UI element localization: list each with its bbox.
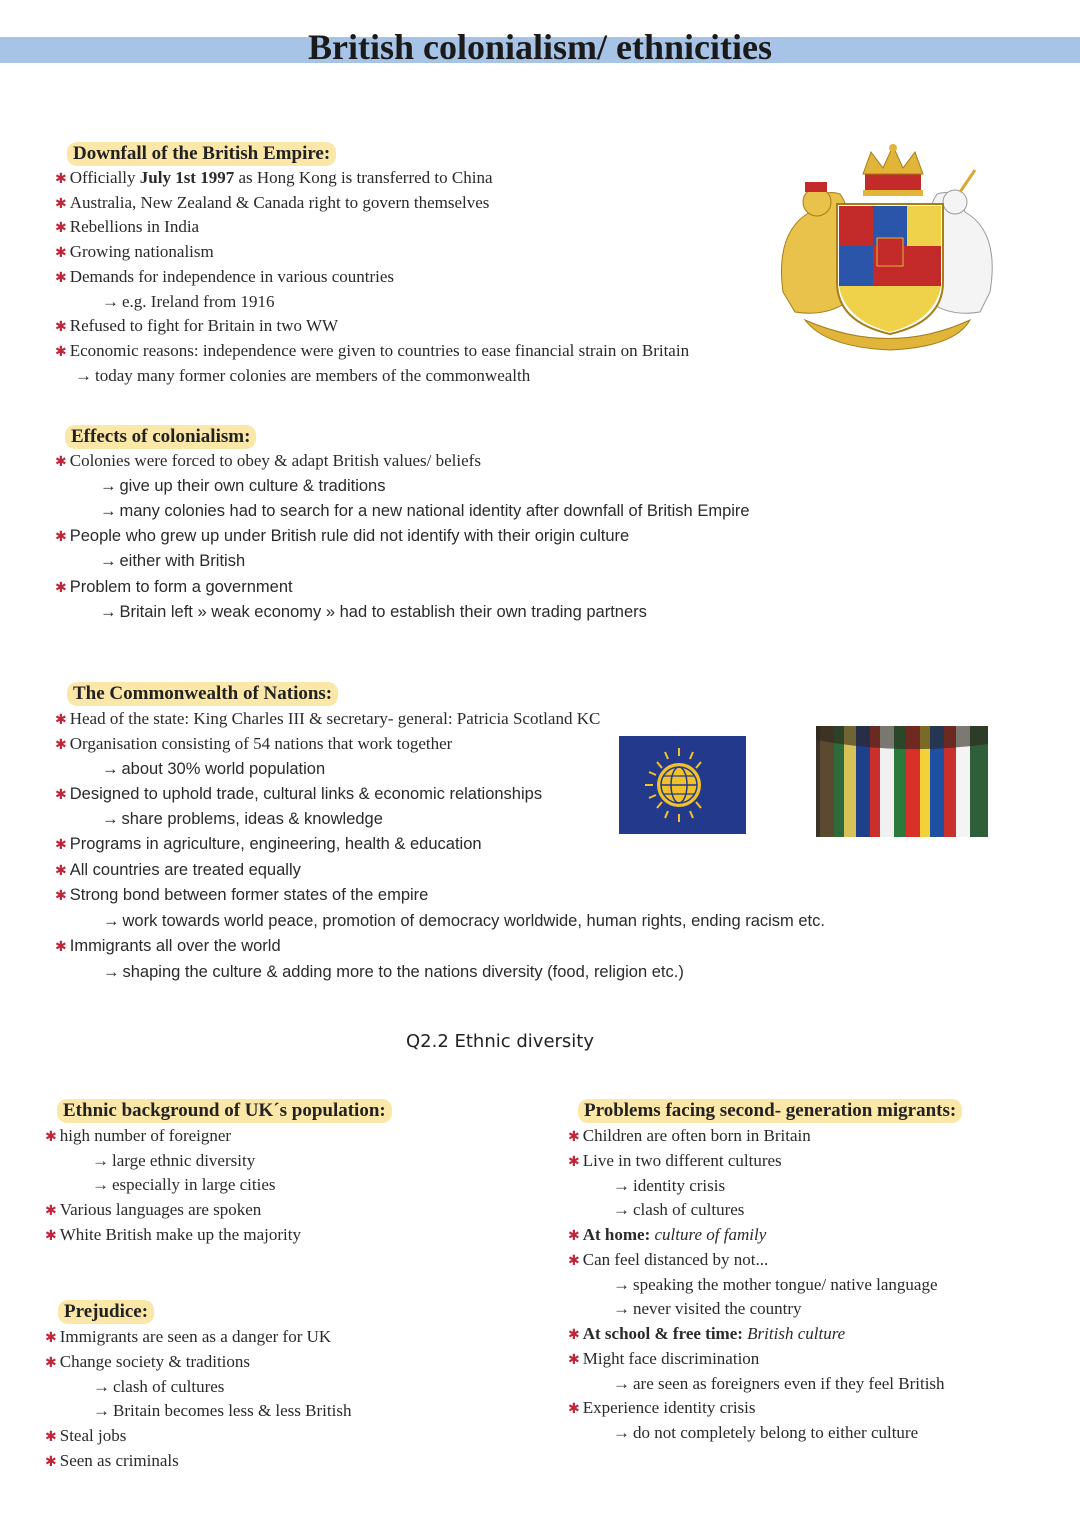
asterisk-icon: ✱: [45, 1455, 57, 1470]
list-item: ✱ All countries are treated equally: [55, 861, 301, 879]
asterisk-icon: ✱: [55, 271, 67, 286]
asterisk-icon: ✱: [568, 1254, 580, 1269]
list-item: ✱ Demands for independence in various countries: [55, 267, 395, 286]
list-item: → give up their own culture & traditions: [100, 477, 386, 495]
crown-icon: [863, 144, 923, 196]
arrow-icon: →: [102, 810, 119, 828]
list-item: ✱ Growing nationalism: [55, 242, 214, 261]
list-item: → today many former colonies are members of the commonwealth: [75, 366, 531, 385]
list-item: ✱ White British make up the majority: [45, 1225, 301, 1244]
list-item: → many colonies had to search for a new national identity after downfall of British Empire: [100, 502, 750, 520]
asterisk-icon: ✱: [55, 197, 67, 212]
list-item: ✱ Immigrants all over the world: [55, 937, 281, 955]
list-item: ✱ Organisation consisting of 54 nations that work together: [55, 734, 453, 753]
list-item: → identity crisis: [613, 1176, 726, 1195]
asterisk-icon: ✱: [55, 528, 67, 544]
arrow-icon: →: [100, 552, 117, 570]
arrow-icon: →: [100, 603, 117, 621]
royal-coat-of-arms-image: [765, 142, 1010, 354]
list-item: ✱ Might face discrimination: [568, 1349, 760, 1368]
arrow-icon: →: [92, 1151, 109, 1170]
list-item: → either with British: [100, 552, 246, 570]
asterisk-icon: ✱: [55, 345, 67, 360]
asterisk-icon: ✱: [55, 221, 67, 236]
asterisk-icon: ✱: [55, 172, 67, 187]
arrow-icon: →: [93, 1377, 110, 1396]
list-item: ✱ Economic reasons: independence were given to countries to ease financial strain on Britain: [55, 341, 690, 360]
list-item: ✱ Can feel distanced by not...: [568, 1250, 769, 1269]
shield-icon: [837, 204, 943, 334]
arrow-icon: →: [613, 1423, 630, 1442]
list-item: → about 30% world population: [102, 760, 326, 778]
asterisk-icon: ✱: [55, 786, 67, 802]
heading-commonwealth: The Commonwealth of Nations:: [67, 682, 338, 706]
arrow-icon: →: [102, 760, 119, 778]
list-item: ✱ Experience identity crisis: [568, 1398, 756, 1417]
list-item: ✱ Head of the state: King Charles III & secretary- general: Patricia Scotland KC: [55, 709, 601, 728]
list-item: ✱ Steal jobs: [45, 1426, 127, 1445]
list-item: ✱ Officially July 1st 1997 as Hong Kong is transferred to China: [55, 168, 493, 187]
list-item: → Britain becomes less & less British: [93, 1401, 352, 1420]
list-item: → e.g. Ireland from 1916: [102, 292, 275, 311]
asterisk-icon: ✱: [568, 1353, 580, 1368]
list-item: → do not completely belong to either culture: [613, 1423, 919, 1442]
asterisk-icon: ✱: [55, 246, 67, 261]
asterisk-icon: ✱: [568, 1130, 580, 1145]
arrow-icon: →: [613, 1200, 630, 1219]
commonwealth-flag-image: [619, 736, 746, 834]
asterisk-icon: ✱: [45, 1430, 57, 1445]
list-item: ✱ Strong bond between former states of the empire: [55, 886, 429, 904]
list-item: ✱ Various languages are spoken: [45, 1200, 262, 1219]
list-item: ✱ Rebellions in India: [55, 217, 200, 236]
list-item: ✱ Problem to form a government: [55, 578, 293, 596]
heading-effects: Effects of colonialism:: [65, 425, 256, 449]
list-item: → never visited the country: [613, 1299, 802, 1318]
arrow-icon: →: [100, 477, 117, 495]
list-item: → speaking the mother tongue/ native language: [613, 1275, 938, 1294]
arrow-icon: →: [103, 912, 120, 930]
list-item: ✱ Refused to fight for Britain in two WW: [55, 316, 339, 335]
list-item: ✱ People who grew up under British rule did not identify with their origin culture: [55, 527, 630, 545]
asterisk-icon: ✱: [45, 1130, 57, 1145]
arrow-icon: →: [103, 963, 120, 981]
page-title: British colonialism/ ethnicities: [308, 27, 772, 67]
asterisk-icon: ✱: [55, 579, 67, 595]
asterisk-icon: ✱: [45, 1229, 57, 1244]
commonwealth-flags-photo: [816, 726, 988, 837]
asterisk-icon: ✱: [568, 1328, 580, 1343]
list-item: → are seen as foreigners even if they feel British: [613, 1374, 945, 1393]
heading-prejudice: Prejudice:: [58, 1300, 154, 1324]
asterisk-icon: ✱: [568, 1155, 580, 1170]
arrow-icon: →: [93, 1401, 110, 1420]
list-item: ✱ Seen as criminals: [45, 1451, 179, 1470]
list-item: ✱ Australia, New Zealand & Canada right to govern themselves: [55, 193, 490, 212]
list-item: ✱ Immigrants are seen as a danger for UK: [45, 1327, 332, 1346]
list-item: ✱ Colonies were forced to obey & adapt British values/ beliefs: [55, 451, 481, 470]
asterisk-icon: ✱: [45, 1356, 57, 1371]
asterisk-icon: ✱: [55, 738, 67, 753]
asterisk-icon: ✱: [55, 938, 67, 954]
asterisk-icon: ✱: [45, 1331, 57, 1346]
list-item: → shaping the culture & adding more to the nations diversity (food, religion etc.): [103, 963, 684, 981]
arrow-icon: →: [613, 1299, 630, 1318]
asterisk-icon: ✱: [55, 887, 67, 903]
list-item: ✱ Programs in agriculture, engineering, health & education: [55, 835, 482, 853]
arrow-icon: →: [92, 1175, 109, 1194]
arrow-icon: →: [75, 366, 92, 385]
list-item: ✱ Live in two different cultures: [568, 1151, 782, 1170]
list-item: ✱ high number of foreigner: [45, 1126, 232, 1145]
heading-second-generation: Problems facing second- generation migrants:: [578, 1099, 962, 1123]
list-item: ✱ At home: culture of family: [568, 1225, 767, 1244]
arrow-icon: →: [100, 502, 117, 520]
list-item: → Britain left » weak economy » had to establish their own trading partners: [100, 603, 647, 621]
heading-ethnic-background: Ethnic background of UK´s population:: [57, 1099, 392, 1123]
list-item: → share problems, ideas & knowledge: [102, 810, 383, 828]
asterisk-icon: ✱: [568, 1402, 580, 1417]
arrow-icon: →: [613, 1374, 630, 1393]
heading-downfall: Downfall of the British Empire:: [67, 142, 336, 166]
asterisk-icon: ✱: [55, 455, 67, 470]
list-item: → work towards world peace, promotion of democracy worldwide, human rights, ending racism etc.: [103, 912, 825, 930]
section-title-ethnic-diversity: Q2.2 Ethnic diversity: [405, 1031, 595, 1052]
asterisk-icon: ✱: [55, 320, 67, 335]
arrow-icon: →: [613, 1275, 630, 1294]
asterisk-icon: ✱: [55, 713, 67, 728]
list-item: ✱ Designed to uphold trade, cultural links & economic relationships: [55, 785, 543, 803]
asterisk-icon: ✱: [55, 836, 67, 852]
list-item: ✱ Change society & traditions: [45, 1352, 251, 1371]
list-item: → large ethnic diversity: [92, 1151, 256, 1170]
list-item: ✱ Children are often born in Britain: [568, 1126, 811, 1145]
list-item: ✱ At school & free time: British culture: [568, 1324, 846, 1343]
arrow-icon: →: [102, 292, 119, 311]
list-item: → clash of cultures: [613, 1200, 745, 1219]
list-item: → clash of cultures: [93, 1377, 225, 1396]
asterisk-icon: ✱: [55, 862, 67, 878]
list-item: → especially in large cities: [92, 1175, 276, 1194]
asterisk-icon: ✱: [568, 1229, 580, 1244]
arrow-icon: →: [613, 1176, 630, 1195]
asterisk-icon: ✱: [45, 1204, 57, 1219]
